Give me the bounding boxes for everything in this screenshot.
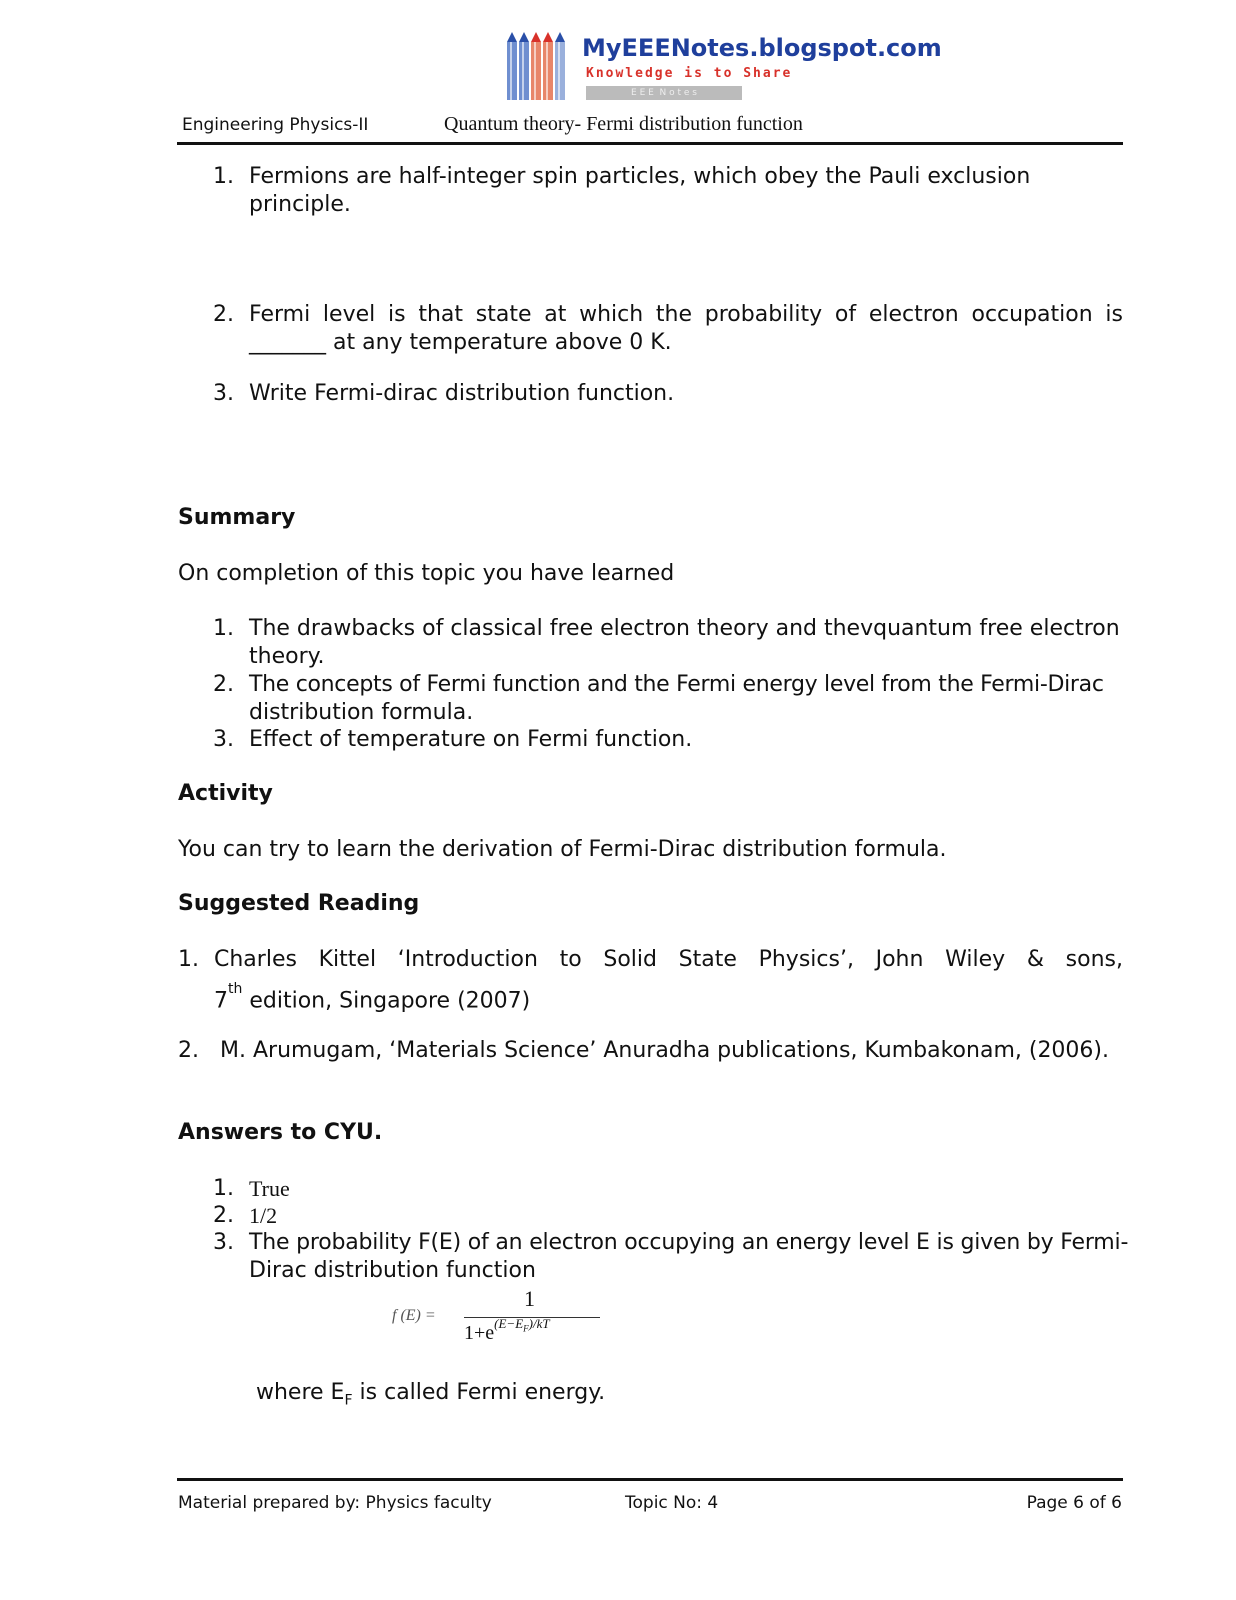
reading-1-text: Charles Kittel ‘Introduction to Solid State Physics’, John Wiley & sons,	[214, 947, 1123, 972]
summary-3-text: Effect of temperature on Fermi function.	[249, 727, 693, 752]
cyu-1-text-cont: principle.	[249, 192, 351, 217]
site-logo	[502, 28, 942, 104]
cyu-2-text: Fermi level is that state at which the probability of electron occupation is	[249, 302, 1123, 327]
header-course: Engineering Physics-II	[182, 115, 369, 135]
cyu-2-num: 2.	[213, 302, 234, 327]
footer-rule	[177, 1478, 1123, 1481]
formula-denominator-base: 1+e	[464, 1322, 495, 1344]
formula-denominator	[464, 1316, 550, 1345]
footer-author: Material prepared by: Physics faculty	[178, 1493, 492, 1513]
logo-tagline: Knowledge is to Share	[586, 66, 793, 81]
formula-numerator: 1	[524, 1286, 535, 1311]
cyu-3-text: Write Fermi-dirac distribution function.	[249, 381, 675, 406]
reading-1-edition-num: 7	[214, 988, 228, 1014]
reading-1-edition-rest: edition, Singapore (2007)	[242, 988, 531, 1014]
activity-text: You can try to learn the derivation of Fermi-Dirac distribution formula.	[178, 837, 947, 862]
answer-2-num: 2.	[213, 1203, 234, 1228]
reading-1-edition-sup: th	[228, 981, 243, 997]
header-topic: Quantum theory- Fermi distribution function	[444, 113, 803, 135]
footer-page-number: Page 6 of 6	[1026, 1493, 1122, 1513]
answer-3-text: The probability F(E) of an electron occupying an energy level E is given by Fermi-	[249, 1230, 1129, 1255]
fermi-energy-note-pre: where E	[256, 1380, 345, 1405]
logo-site-name: MyEEENotes.blogspot.com	[582, 34, 942, 62]
header-rule	[177, 142, 1123, 145]
summary-heading: Summary	[178, 505, 296, 530]
summary-1-text: The drawbacks of classical free electron theory and thevquantum free electron	[249, 616, 1120, 641]
summary-2-text-cont: distribution formula.	[249, 700, 474, 725]
summary-2-num: 2.	[213, 672, 234, 697]
fermi-dirac-formula	[392, 1286, 612, 1352]
activity-heading: Activity	[178, 781, 273, 806]
pencils-logo-icon	[502, 28, 578, 102]
reading-2-text: M. Arumugam, ‘Materials Science’ Anuradha publications, Kumbakonam, (2006).	[220, 1038, 1110, 1063]
reading-heading: Suggested Reading	[178, 891, 420, 916]
answer-3-text-cont: Dirac distribution function	[249, 1258, 536, 1283]
summary-3-num: 3.	[213, 727, 234, 752]
answers-heading: Answers to CYU.	[178, 1120, 383, 1145]
answer-3-num: 3.	[213, 1230, 234, 1255]
summary-intro: On completion of this topic you have learned	[178, 561, 675, 586]
answer-1-num: 1.	[213, 1176, 234, 1201]
formula-exponent	[494, 1316, 550, 1334]
cyu-3-num: 3.	[213, 381, 234, 406]
cyu-1-text: Fermions are half-integer spin particles, which obey the Pauli exclusion	[249, 164, 1031, 189]
formula-exponent-sub: F	[523, 1323, 529, 1334]
fermi-energy-note	[256, 1379, 605, 1414]
formula-exponent-head: (E−E	[494, 1316, 524, 1331]
formula-exponent-tail: )/kT	[528, 1316, 550, 1331]
footer-topic-no: Topic No: 4	[625, 1493, 719, 1513]
answer-2-text: 1/2	[249, 1203, 278, 1228]
formula-lhs: f (E) =	[392, 1307, 436, 1324]
summary-1-num: 1.	[213, 616, 234, 641]
reading-1-edition	[214, 981, 530, 1015]
reading-1-num: 1.	[178, 947, 199, 972]
cyu-1-num: 1.	[213, 164, 234, 189]
answer-1-text: True	[249, 1176, 290, 1201]
summary-1-text-cont: theory.	[249, 644, 325, 669]
fermi-energy-note-sub: F	[344, 1392, 353, 1409]
summary-2-text: The concepts of Fermi function and the Fermi energy level from the Fermi-Dirac	[249, 672, 1104, 697]
reading-2-num: 2.	[178, 1038, 199, 1063]
logo-subtag: E E E N o t e s	[586, 86, 742, 100]
fermi-energy-note-post: is called Fermi energy.	[352, 1380, 606, 1405]
cyu-2-text-cont: _______ at any temperature above 0 K.	[249, 330, 672, 355]
